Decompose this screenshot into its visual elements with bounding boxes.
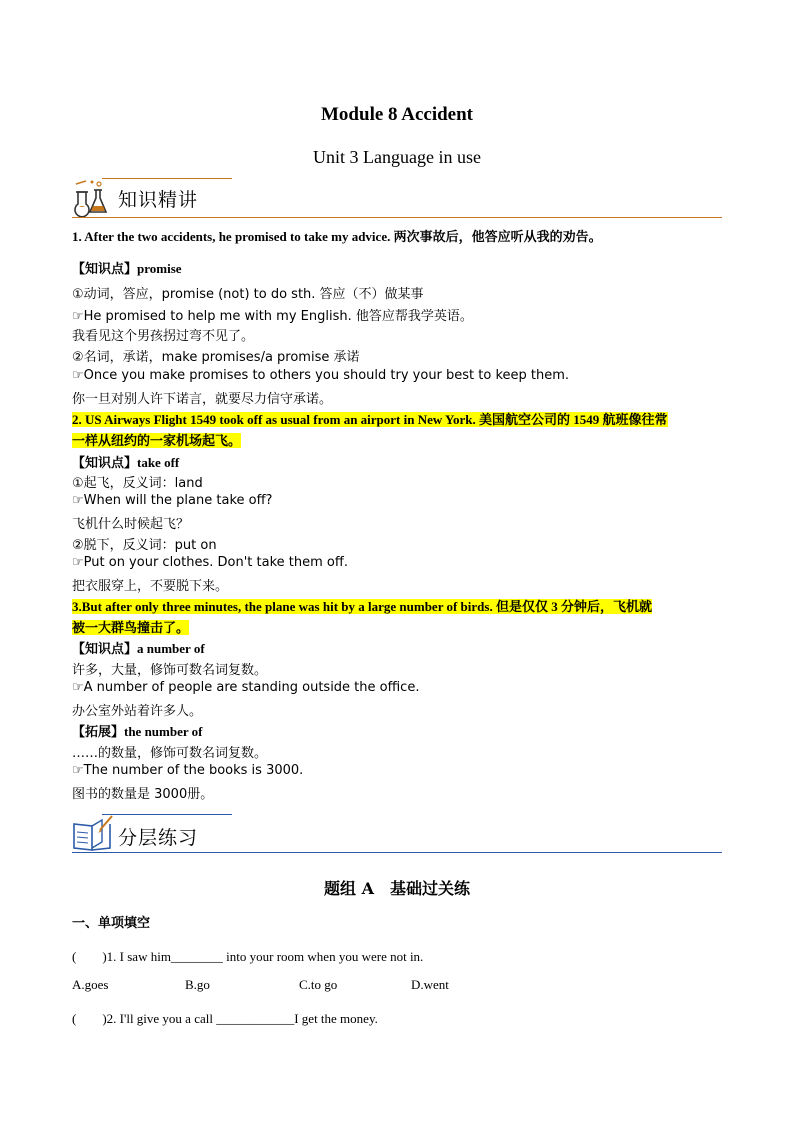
point-2-line-5: ☞Put on your clothes. Don't take them off. [72, 555, 348, 570]
highlight: 一样从纽约的一家机场起飞。 [72, 433, 242, 448]
point-1-line-3: 我看见这个男孩拐过弯不见了。 [72, 329, 255, 344]
point-3-line-2: ☞A number of people are standing outside the office. [72, 680, 420, 695]
question-1-option-b: B.go [185, 977, 210, 992]
page-subtitle: Unit 3 Language in use [313, 147, 481, 167]
page-title: Module 8 Accident [321, 104, 473, 125]
point-3-line-5: ☞The number of the books is 3000. [72, 763, 304, 778]
point-1-heading: 1. After the two accidents, he promised to take my advice. 两次事故后，他答应听从我的劝告。 [72, 229, 602, 244]
point-3-extension-tag: 【拓展】the number of [72, 724, 203, 739]
question-2: ( )2. I'll give you a call ____________I get the money. [72, 1011, 378, 1026]
point-1-line-6: 你一旦对别人许下诺言，就要尽力信守承诺。 [72, 392, 333, 407]
point-1-line-5: ☞Once you make promises to others you should try your best to keep them. [72, 368, 570, 383]
point-2-line-4: ②脱下，反义词：put on [72, 538, 217, 553]
practice-section-header [72, 814, 722, 854]
practice-section-label: 分层练习 [118, 827, 199, 849]
point-2-line-1: ①起飞，反义词：land [72, 476, 203, 491]
lab-flask-icon [72, 178, 114, 222]
point-3-knowledge-tag: 【知识点】a number of [72, 641, 205, 656]
question-1: ( )1. I saw him________ into your room when you were not in. [72, 949, 424, 964]
point-2-heading-b [72, 430, 241, 449]
point-3-line-4: ……的数量，修饰可数名词复数。 [72, 746, 268, 761]
knowledge-section-rule [72, 217, 722, 218]
point-2-knowledge-tag: 【知识点】take off [72, 455, 180, 470]
point-3-line-6: 图书的数量是 3000册。 [72, 787, 214, 802]
exercise-part-title: 一、单项填空 [72, 916, 151, 931]
question-1-option-d: D.went [411, 977, 449, 992]
question-1-option-a: A.goes [72, 977, 109, 992]
knowledge-section-header [72, 178, 722, 218]
point-1-line-1: ①动词，答应，promise (not) to do sth. 答应（不）做某事 [72, 287, 424, 302]
point-3-line-1: 许多，大量，修饰可数名词复数。 [72, 663, 268, 678]
practice-section-rule [72, 852, 722, 853]
knowledge-section-label: 知识精讲 [118, 189, 199, 211]
question-1-option-c: C.to go [299, 977, 338, 992]
point-1-knowledge-tag: 【知识点】promise [72, 261, 182, 276]
point-2-line-3: 飞机什么时候起飞？ [72, 517, 190, 532]
point-3-line-3: 办公室外站着许多人。 [72, 704, 203, 719]
point-3-heading-b [72, 617, 189, 636]
point-2-line-2: ☞When will the plane take off? [72, 493, 273, 508]
point-2-heading-a [72, 409, 668, 428]
point-1-line-4: ②名词，承诺，make promises/a promise 承诺 [72, 350, 360, 365]
highlight: 3.But after only three minutes, the plane was hit by a large number of birds. 但是仅仅 3 分钟后，飞机就 [72, 599, 652, 614]
point-1-line-2: ☞He promised to help me with my English. 他答应帮我学英语。 [72, 309, 473, 324]
open-book-icon [72, 814, 114, 856]
section-top-accent [102, 178, 232, 179]
point-2-line-6: 把衣服穿上，不要脱下来。 [72, 579, 229, 594]
exercise-group-title: 题组 A 基础过关练 [324, 879, 470, 898]
highlight: 被一大群鸟撞击了。 [72, 620, 190, 635]
section-top-accent [102, 814, 232, 815]
highlight: 2. US Airways Flight 1549 took off as usual from an airport in New York. 美国航空公司的 1549 航班像往常 [72, 412, 668, 427]
point-3-heading-a [72, 596, 652, 615]
